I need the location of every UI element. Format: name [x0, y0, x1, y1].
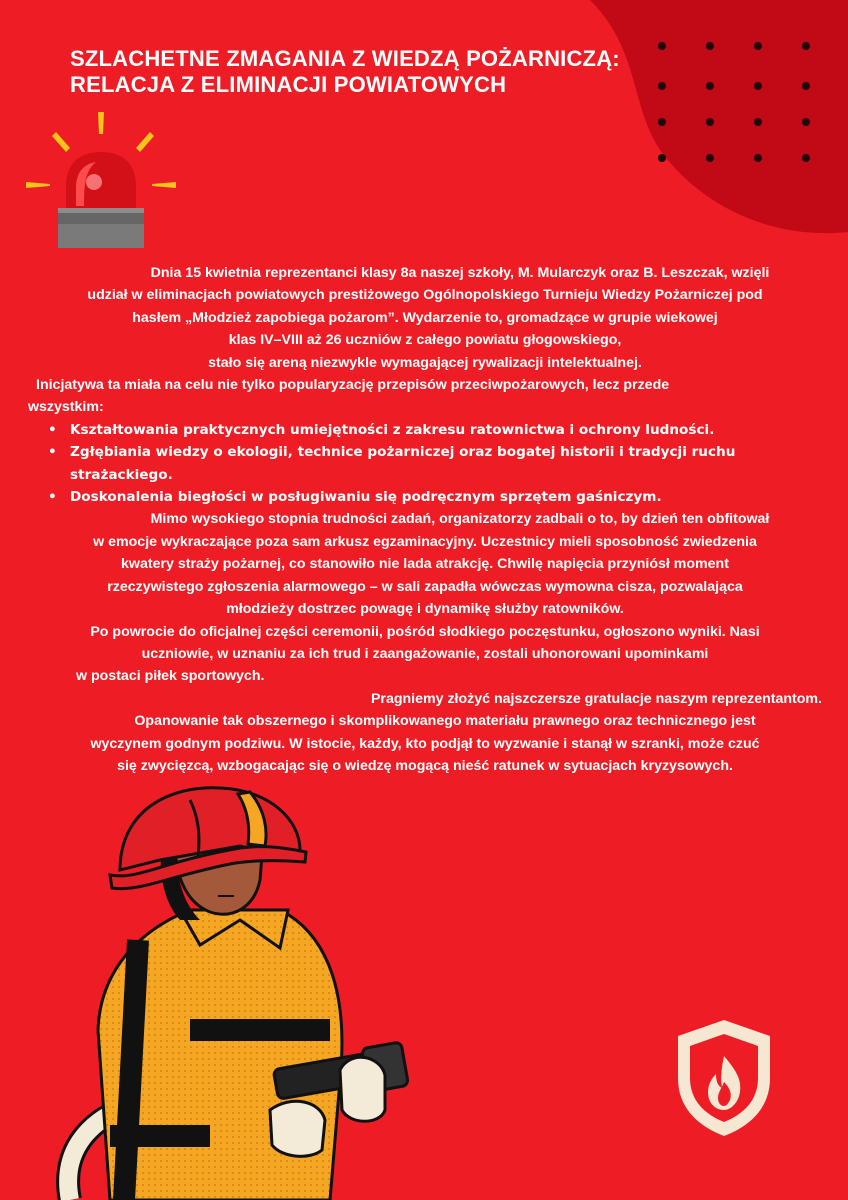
difficulty-paragraph: [28, 508, 822, 620]
initiative-paragraph: [28, 374, 822, 419]
text-line: Inicjatywa ta miała na celu nie tylko popularyzację przepisów przeciwpożarowych, lecz przede: [36, 377, 670, 394]
list-item: • Doskonalenia biegłości w posługiwaniu się podręcznym sprzętem gaśniczym.: [48, 486, 822, 508]
text-line: młodzieży dostrzec powagę i dynamikę służby ratowników.: [226, 601, 624, 618]
closing-paragraph: [28, 710, 822, 777]
results-paragraph: [28, 621, 822, 688]
text-line: rzeczywistego zgłoszenia alarmowego – w sali zapadła wówczas wymowna cisza, pozwalająca: [107, 578, 743, 595]
title-line-2: RELACJA Z ELIMINACJI POWIATOWYCH: [70, 72, 507, 97]
text-line: klas IV–VIII aż 26 uczniów z całego powiatu głogowskiego,: [228, 332, 622, 349]
firefighter-illustration: [50, 780, 450, 1200]
text-line: się zwycięzcą, wzbogacając się o wiedzę mogącą nieść ratunek w sytuacjach kryzysowych.: [117, 757, 733, 774]
text-line: Dnia 15 kwietnia reprezentanci klasy 8a naszej szkoły, M. Mularczyk oraz B. Leszczak, wzięli: [150, 265, 770, 281]
page-title: [70, 46, 710, 98]
congrats-line: Pragniemy złożyć najszczersze gratulacje naszym reprezentantom.: [370, 690, 822, 707]
siren-icon: [26, 112, 186, 254]
text-line: wszystkim:: [28, 399, 104, 416]
list-item: • Kształtowania praktycznych umiejętności z zakresu ratownictwa i ochrony ludności.: [48, 419, 822, 441]
text-line: wyczynem godnym podziwu. W istocie, każdy, kto podjął to wyzwanie i stanął w szranki, może czuć: [90, 735, 760, 752]
text-line: Po powrocie do oficjalnej części ceremonii, pośród słodkiego poczęstunku, ogłoszono wyniki. Nasi: [90, 623, 760, 640]
text-line: hasłem „Młodzież zapobiega pożarom”. Wydarzenie to, gromadzące w grupie wiekowej: [132, 309, 718, 326]
article-body: [28, 262, 822, 777]
goals-list: [28, 419, 822, 509]
text-line: uczniowie, w uznaniu za ich trud i zaangażowanie, zostali uhonorowani upominkami: [141, 645, 709, 662]
text-line: Opanowanie tak obszernego i skomplikowanego materiału prawnego oraz technicznego jest: [134, 713, 756, 730]
text-line: stało się areną niezwykle wymagającej rywalizacji intelektualnej.: [208, 354, 642, 371]
intro-paragraph: [28, 262, 822, 374]
text-line: Mimo wysokiego stopnia trudności zadań, organizatorzy zadbali o to, by dzień ten obfitował: [150, 511, 770, 528]
text-line: kwatery straży pożarnej, co stanowiło nie lada atrakcję. Chwilę napięcia przyniósł moment: [121, 556, 729, 573]
text-line: udział w eliminacjach powiatowych prestiżowego Ogólnopolskiego Turnieju Wiedzy Pożarniczej pod: [87, 287, 763, 304]
text-line: w emocje wykraczające poza sam arkusz egzaminacyjny. Uczestnicy mieli sposobność zwiedzenia: [93, 533, 757, 550]
title-line-1: SZLACHETNE ZMAGANIA Z WIEDZĄ POŻARNICZĄ:: [70, 46, 620, 71]
fire-shield-icon: [672, 1016, 776, 1140]
text-line: w postaci piłek sportowych.: [76, 668, 265, 685]
list-item: • Zgłębiania wiedzy o ekologii, technice pożarniczej oraz bogatej historii i tradycji ruchu strażackiego.: [48, 441, 822, 486]
